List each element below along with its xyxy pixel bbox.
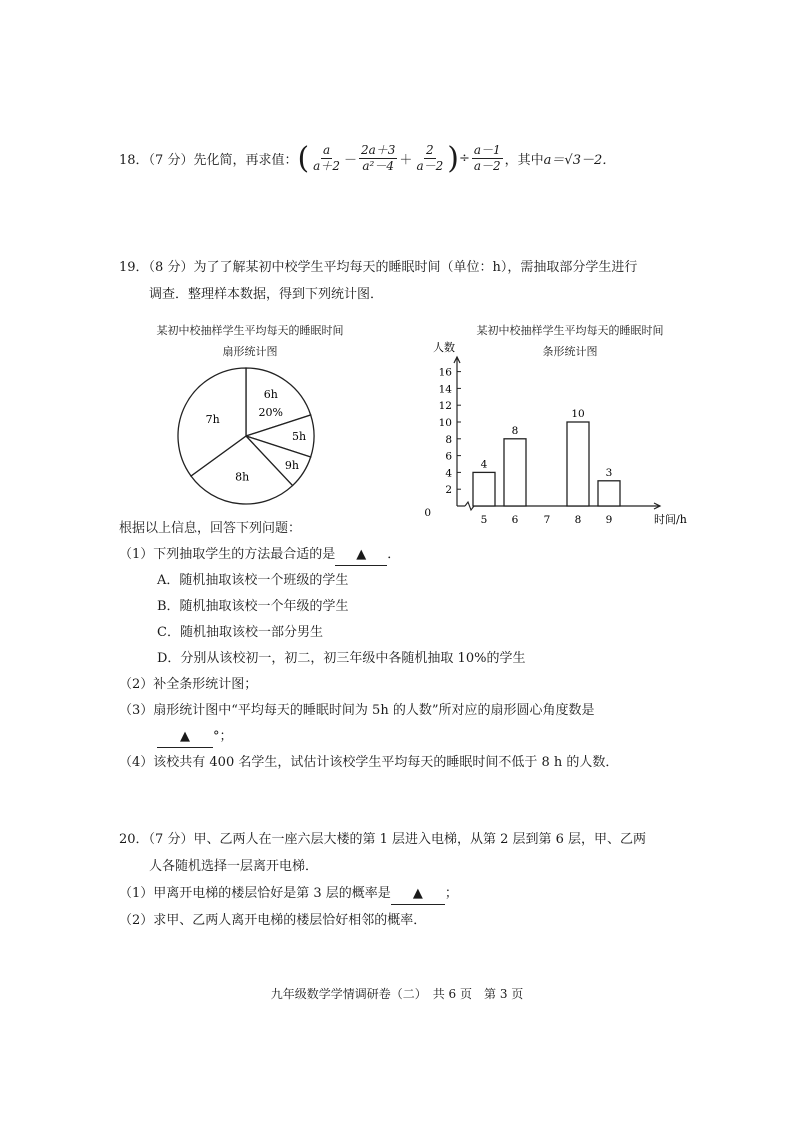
bar-chart <box>405 335 705 535</box>
y-axis-label: 人数 <box>433 341 455 354</box>
q18-expression: ( $\frac{a}{a+2}$ － $\frac{2a+3}{\text{a²－4}}$ ＋ $\frac{2}{a-2}$ ) ÷ $\frac{a-1}{a-2}$ <box>297 140 501 176</box>
pie-chart <box>170 360 330 510</box>
y-tick-label: 14 <box>438 383 452 396</box>
bar-data-label-6: 8 <box>511 424 519 437</box>
x-tick-label-9: 9 <box>605 514 613 526</box>
x-axis-label: 时间/h <box>654 513 687 526</box>
q20-stem-line2: 人各随机选择一层离开电梯． <box>149 859 319 874</box>
y-tick-label: 6 <box>445 450 452 463</box>
x-tick-label-6: 6 <box>511 514 519 526</box>
y-tick-label: 10 <box>438 417 452 429</box>
q20-part1 <box>119 884 458 905</box>
q19-part3: （3）扇形统计图中“平均每天的睡眠时间为 5h 的人数”所对应的扇形圆心角度数是 <box>119 703 595 718</box>
q19-part1-end: ． <box>387 547 401 562</box>
q18-lead: 18．（7 分）先化简，再求值： <box>119 152 298 168</box>
bar-data-label-8: 10 <box>571 408 585 420</box>
pie-label-9h: 9h <box>284 459 299 473</box>
pie-label-7h: 7h <box>205 413 220 427</box>
x-tick-label-5: 5 <box>480 514 488 526</box>
q19-option-b: B．随机抽取该校一个年级的学生 <box>157 599 349 614</box>
pie-chart-title: 某初中校抽样学生平均每天的睡眠时间 <box>156 324 344 337</box>
q19-part3-answer <box>157 727 233 748</box>
q20-part1-blank[interactable] <box>391 884 445 905</box>
bar-8 <box>567 422 589 506</box>
q19-option-a: A．随机抽取该校一个班级的学生 <box>157 573 349 588</box>
q18-tail: ，其中 <box>504 152 544 168</box>
q19-part3-end: °； <box>213 729 233 744</box>
x-tick-label-8: 8 <box>574 514 582 526</box>
q18-line <box>119 140 615 176</box>
q19-part4: （4）该校共有 400 名学生，试估计该校学生平均每天的睡眠时间不低于 8 h 的人数． <box>119 755 619 770</box>
q19-part3-blank[interactable] <box>157 727 213 748</box>
q19-intro: 根据以上信息，回答下列问题： <box>119 521 302 536</box>
answer-triangle-icon: ▲ <box>356 547 367 562</box>
bar-data-label-5: 4 <box>480 458 488 471</box>
q19-part1-blank[interactable] <box>335 545 387 566</box>
y-tick-label: 12 <box>438 400 452 413</box>
q19-option-d: D．分别从该校初一，初二，初三年级中各随机抽取 10%的学生 <box>157 651 526 666</box>
q19-stem-line2: 调查．整理样本数据，得到下列统计图． <box>149 287 384 302</box>
y-tick-label: 4 <box>445 467 452 480</box>
bar-chart-title: 某初中校抽样学生平均每天的睡眠时间 <box>476 324 664 337</box>
bar-chart-subtitle: 条形统计图 <box>542 345 598 358</box>
q20-stem-line1: 20．（7 分）甲、乙两人在一座六层大楼的第 1 层进入电梯，从第 2 层到第 6 层，甲、乙两 <box>119 832 647 847</box>
q19-option-c: C．随机抽取该校一部分男生 <box>157 625 323 640</box>
y-tick-label: 16 <box>438 366 452 379</box>
pie-label-percent: 20% <box>258 405 284 419</box>
q20-part2: （2）求甲、乙两人离开电梯的楼层恰好相邻的概率． <box>119 913 427 928</box>
answer-triangle-icon: ▲ <box>412 886 423 901</box>
pie-chart-subtitle: 扇形统计图 <box>222 345 278 358</box>
x-tick-label-7: 7 <box>543 514 551 526</box>
y-tick-label: 8 <box>445 433 452 446</box>
y-tick-label: 0 <box>424 507 431 519</box>
bar-data-label-9: 3 <box>605 466 613 479</box>
pie-label-8h: 8h <box>235 470 250 484</box>
q19-part2: （2）补全条形统计图； <box>119 677 258 692</box>
q20-part1-end: ； <box>444 886 458 901</box>
q19-stem-line1: 19．（8 分）为了了解某初中校学生平均每天的睡眠时间（单位：h），需抽取部分学生进行 <box>119 260 638 275</box>
q20-part1-text: （1）甲离开电梯的楼层恰好是第 3 层的概率是 <box>119 886 391 901</box>
y-tick-label: 2 <box>445 484 452 497</box>
q19-part1-text: （1）下列抽取学生的方法最合适的是 <box>119 547 336 562</box>
q19-part1 <box>119 545 400 566</box>
page-footer: 九年级数学学情调研卷（二） 共 6 页 第 3 页 <box>270 987 524 1001</box>
bar-5 <box>473 472 495 506</box>
q18-condition: a＝√3－2． <box>543 152 616 168</box>
pie-label-5h: 5h <box>291 430 307 443</box>
answer-triangle-icon: ▲ <box>180 729 190 744</box>
bar-6 <box>504 439 526 506</box>
pie-label-6h: 6h <box>263 387 278 401</box>
bar-9 <box>598 481 620 506</box>
